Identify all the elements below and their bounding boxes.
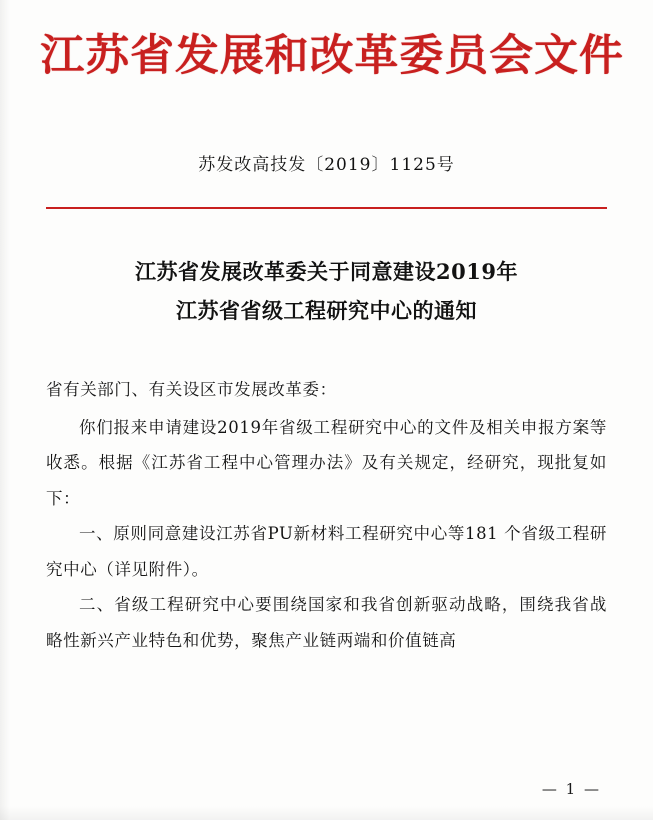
body-paragraph: 一、原则同意建设江苏省PU新材料工程研究中心等181 个省级工程研究中心（详见附件）。	[46, 524, 607, 579]
document-title	[46, 253, 607, 331]
document-number: 苏发改高技发〔2019〕1125号	[198, 154, 455, 175]
scan-edge-bottom	[0, 806, 653, 820]
salutation: 省有关部门、有关设区市发展改革委：	[46, 380, 337, 400]
masthead	[40, 0, 624, 88]
document-title-line-2: 江苏省省级工程研究中心的通知	[176, 297, 477, 323]
document-body	[46, 372, 607, 658]
page-number: — 1 —	[541, 780, 601, 798]
red-divider-rule	[46, 207, 607, 209]
masthead-title: 江苏省发展和改革委员会文件	[40, 31, 624, 81]
body-paragraph: 二、省级工程研究中心要围绕国家和我省创新驱动战略，围绕我省战略性新兴产业特色和优势，聚焦产业链两端和价值链高	[46, 595, 607, 650]
document-title-line-1: 江苏省发展改革委关于同意建设2019年	[135, 258, 518, 284]
body-paragraph: 你们报来申请建设2019年省级工程研究中心的文件及相关申报方案等收悉。根据《江苏省工程中心管理办法》及有关规定，经研究，现批复如下：	[46, 417, 607, 508]
scan-edge-left	[0, 0, 10, 820]
